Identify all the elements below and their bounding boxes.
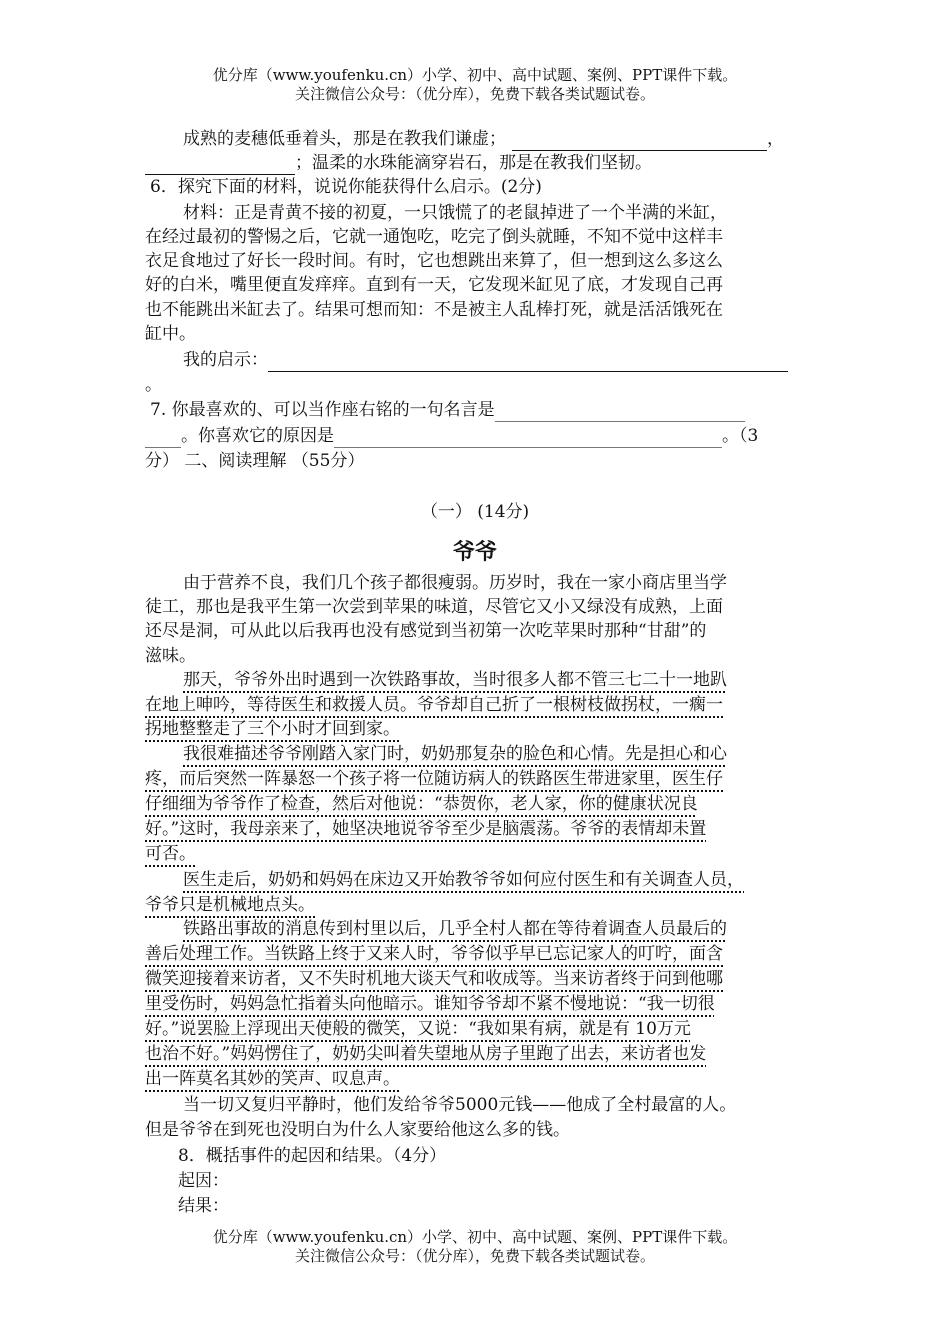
passage-line: 爷爷只是机械地点头。 <box>145 895 315 915</box>
q6-material-line: 好的白米，嘴里便直发痒痒。直到有一天，它发现米缸见了底，才发现自己再 <box>145 275 723 295</box>
page-header <box>0 66 950 104</box>
q7-line-1 <box>150 398 745 422</box>
q5-line-1 <box>183 127 784 151</box>
q6-stem: 6．探究下面的材料，说说你能获得什么启示。(2分) <box>150 177 542 197</box>
q7-blank-2[interactable] <box>145 429 181 448</box>
q7-text-2a: 。你喜欢它的原因是 <box>181 426 334 446</box>
passage-line: 好。”说罢脸上浮现出天使般的微笑，又说：“我如果有病，就是有 10万元 <box>145 1019 691 1039</box>
q6-material-line: 在经过最初的警惕之后，它就一通饱吃，吃完了倒头就睡，不知不觉中这样丰 <box>145 227 723 247</box>
q5-comma: ， <box>767 129 784 149</box>
passage-line: 由于营养不良，我们几个孩子都很瘦弱。历岁时，我在一家小商店里当学 <box>183 573 727 593</box>
q7-line-2 <box>145 424 758 448</box>
passage-line: 拐地整整走了三个小时才回到家。 <box>145 719 400 739</box>
passage-line: 我很难描述爷爷刚踏入家门时，奶奶那复杂的脸色和心情。先是担心和心 <box>183 744 727 764</box>
passage-title: 爷爷 <box>452 540 497 565</box>
header-line-1: 优分库（www.youfenku.cn）小学、初中、高中试题、案例、PPT课件下载。 <box>212 66 738 84</box>
passage-line: 也治不好。”妈妈愣住了，奶奶尖叫着失望地从房子里跑了出去，来访者也发 <box>145 1044 707 1064</box>
footer-line-1: 优分库（www.youfenku.cn）小学、初中、高中试题、案例、PPT课件下载。 <box>212 1228 738 1246</box>
q6-material-line: 衣足食地过了好长一段时间。有时，它也想跳出来算了，但一想到这么多这么 <box>145 251 723 271</box>
passage-line: 但是爷爷在到死也没明白为什么人家要给他这么多的钱。 <box>145 1120 570 1140</box>
q6-end: 。 <box>145 375 162 395</box>
q8-stem: 8．概括事件的起因和结果。（4分） <box>178 1146 447 1166</box>
q6-material-line: 也不能跳出米缸去了。结果可想而知：不是被主人乱棒打死，就是活活饿死在 <box>145 300 723 320</box>
q6-answer-line <box>183 348 788 372</box>
q6-material-line: 材料：正是青黄不接的初夏，一只饿慌了的老鼠掉进了一个半满的米缸， <box>183 203 727 223</box>
passage-line: 出一阵莫名其妙的笑声、叹息声。 <box>145 1069 400 1089</box>
passage-line: 疼，而后突然一阵暴怒一个孩子将一位随访病人的铁路医生带进家里，医生仔 <box>145 769 723 789</box>
passage-line: 微笑迎接着来访者，又不失时机地大谈天气和收成等。当来访者终于问到他哪 <box>145 969 723 989</box>
section-subhead: （一） (14分) <box>420 502 530 522</box>
passage-line: 仔细细为爷爷作了检查，然后对他说：“恭贺你，老人家，你的健康状况良 <box>145 794 698 814</box>
q5-line-2 <box>145 151 652 175</box>
passage-line: 里受伤时，妈妈急忙指着头向他暗示。谁知爷爷却不紧不慢地说：“我一切很 <box>145 994 715 1014</box>
passage-line: 徒工，那也是我平生第一次尝到苹果的味道，尽管它又小又绿没有成熟，上面 <box>145 597 723 617</box>
passage-line: 滋味。 <box>145 646 196 666</box>
passage-line: 可否。 <box>145 844 196 864</box>
q7-line-3: 分） 二、阅读理解 （55分） <box>145 451 365 471</box>
q6-answer-label: 我的启示： <box>183 350 268 370</box>
q8-cause-label: 起因： <box>178 1171 229 1191</box>
q8-result-label: 结果： <box>178 1196 229 1216</box>
q5-blank-2[interactable] <box>145 156 295 175</box>
footer-line-2: 关注微信公众号：（优分库），免费下载各类试题试卷。 <box>294 1247 655 1265</box>
passage-line: 当一切又复归平静时，他们发给爷爷5000元钱——他成了全村最富的人。 <box>183 1095 737 1115</box>
q5-blank-1[interactable] <box>512 132 767 151</box>
q7-text-1: 7. 你最喜欢的、可以当作座右铭的一句名言是 <box>150 400 495 420</box>
q7-text-2b: 。（3 <box>722 426 759 446</box>
q5-text-2: ；温柔的水珠能滴穿岩石，那是在教我们坚韧。 <box>295 153 652 173</box>
q6-answer-blank[interactable] <box>268 353 788 372</box>
passage-line: 还尽是洞，可从此以后我再也没有感觉到当初第一次吃苹果时那种“甘甜”的 <box>145 621 707 641</box>
passage-line: 在地上呻吟，等待医生和救援人员。爷爷却自己折了一根树枝做拐杖，一瘸一 <box>145 695 723 715</box>
passage-line: 铁路出事故的消息传到村里以后，几乎全村人都在等待着调查人员最后的 <box>183 919 727 939</box>
q6-material-line: 缸中。 <box>145 324 196 344</box>
page-footer <box>0 1228 950 1266</box>
passage-line: 那天，爷爷外出时遇到一次铁路事故，当时很多人都不管三七二十一地趴 <box>183 670 727 690</box>
header-line-2: 关注微信公众号：（优分库），免费下载各类试题试卷。 <box>294 85 655 103</box>
passage-line: 医生走后，奶奶和妈妈在床边又开始教爷爷如何应付医生和有关调查人员， <box>183 870 744 890</box>
q7-blank-3[interactable] <box>334 429 722 448</box>
passage-line: 好。”这时，我母亲来了，她坚决地说爷爷至少是脑震荡。爷爷的表情却未置 <box>145 819 707 839</box>
q7-blank-1[interactable] <box>495 403 745 422</box>
passage-line: 善后处理工作。当铁路上终于又来人时，爷爷似乎早已忘记家人的叮咛，面含 <box>145 944 723 964</box>
q5-text-1: 成熟的麦穗低垂着头，那是在教我们谦虚； <box>183 129 506 149</box>
